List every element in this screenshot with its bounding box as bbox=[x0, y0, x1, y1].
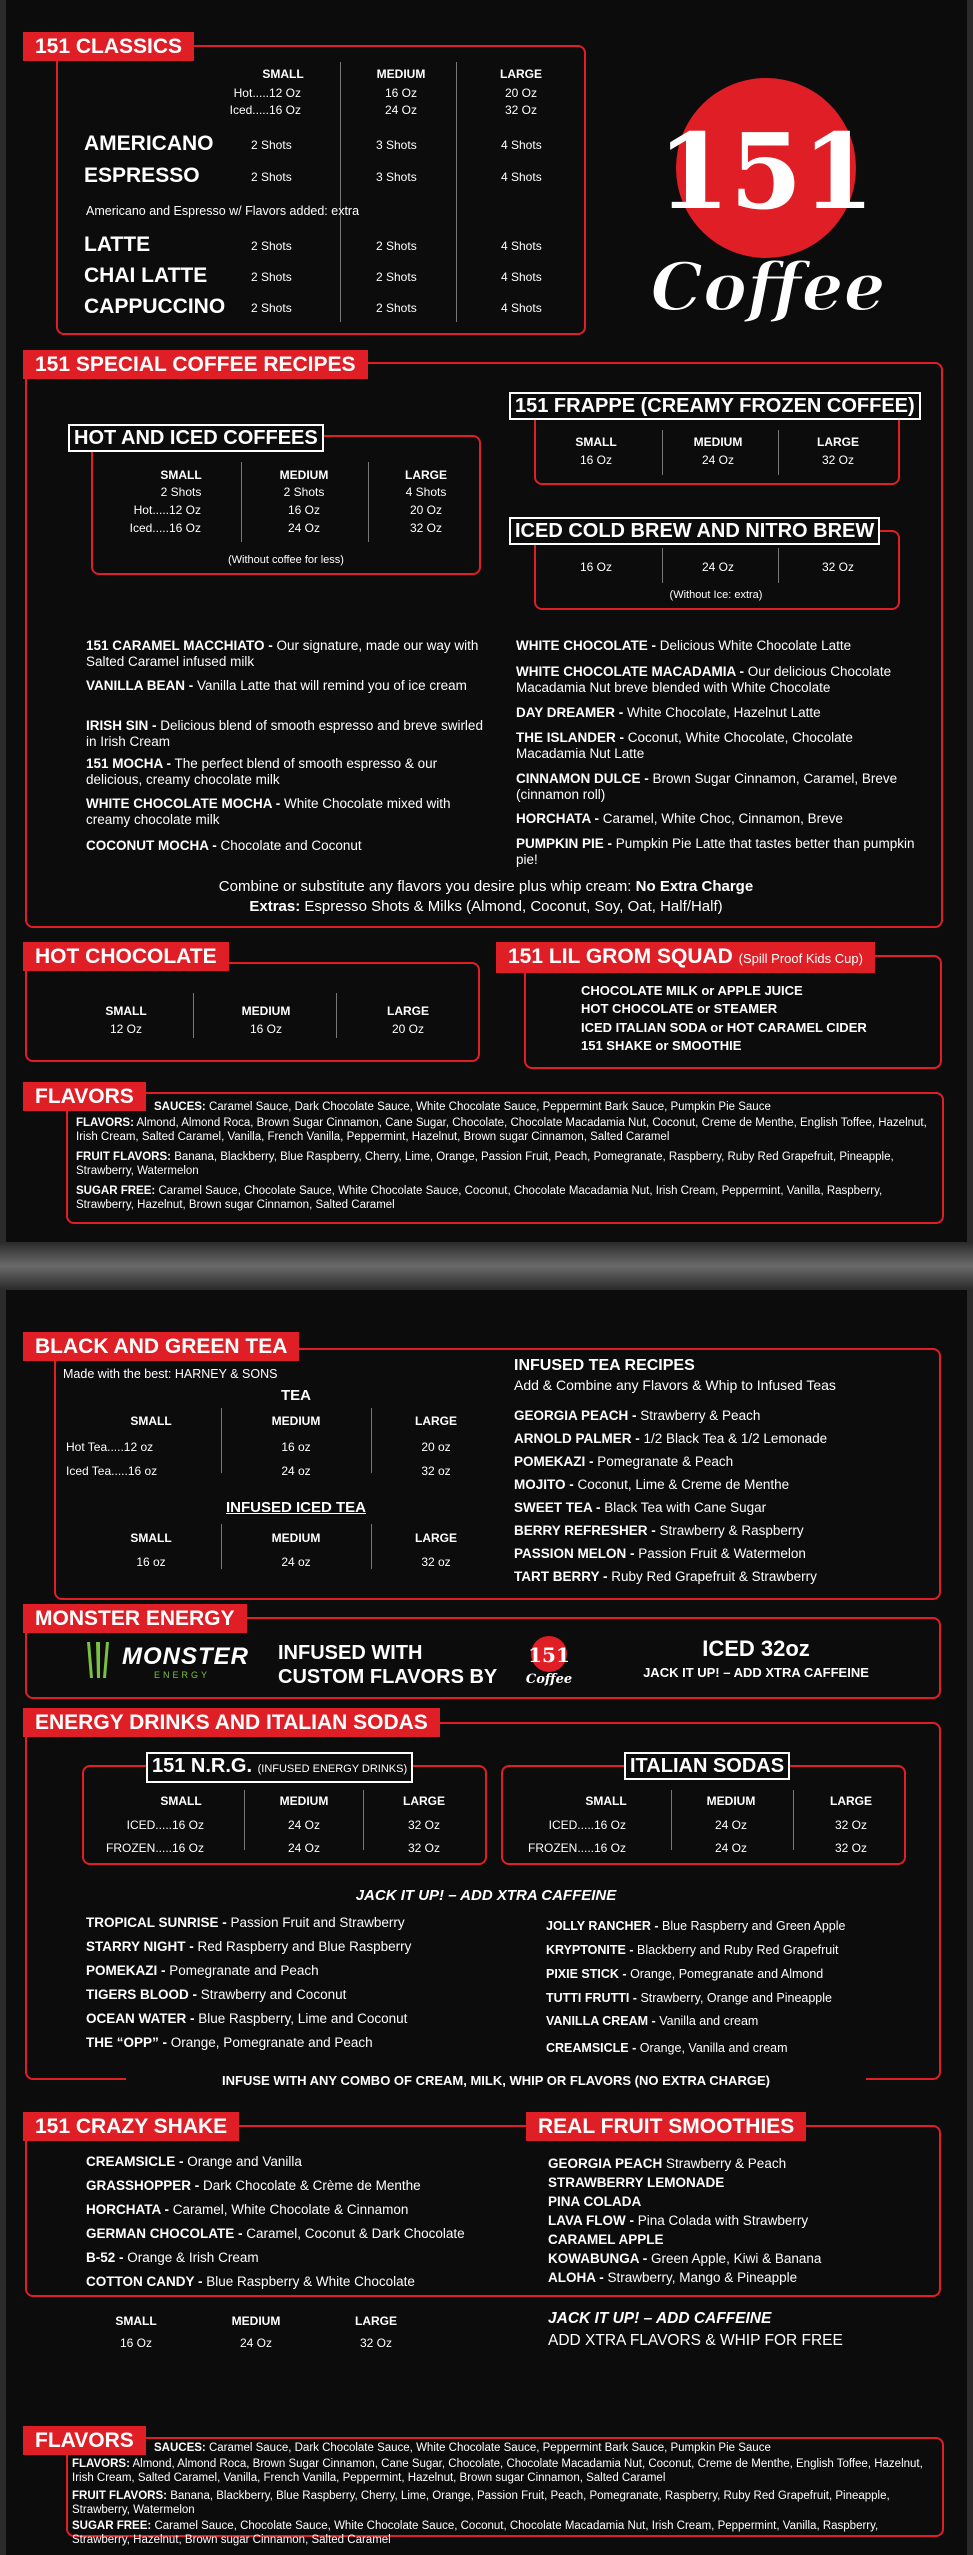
infused-value: 24 oz bbox=[281, 1555, 311, 1569]
monster-iced: ICED 32oz bbox=[702, 1636, 810, 1661]
divider bbox=[662, 548, 663, 583]
frappe-title: 151 FRAPPE (CREAMY FROZEN COFFEE) bbox=[509, 392, 921, 420]
smoothie-item: LAVA FLOW - Pina Colada with Strawberry bbox=[548, 2213, 809, 2228]
size-medium: MEDIUM bbox=[693, 435, 743, 449]
size-small: SMALL bbox=[115, 2314, 157, 2328]
item-chai-latte: CHAI LATTE bbox=[84, 264, 208, 287]
item-value: 2 Shots bbox=[376, 239, 417, 253]
cold-brew-value: 16 Oz bbox=[579, 560, 612, 574]
iced-label: Iced.....16 Oz bbox=[229, 103, 301, 117]
item-value: 3 Shots bbox=[376, 170, 417, 184]
energy-item: THE “OPP” - Orange, Pomegranate and Peach bbox=[86, 2035, 373, 2050]
size-large: LARGE bbox=[415, 1531, 457, 1545]
frappe-value: 16 Oz bbox=[579, 453, 612, 467]
size-large: LARGE bbox=[355, 2314, 397, 2328]
sugar-free-line: SUGAR FREE: Caramel Sauce, Chocolate Sauce, White Chocolate Sauce, Coconut, Chocolate Macadamia Nut, Irish Cream, Peppermint, Vanilla, Raspberry, Strawberry, Hazelnut, Brown sugar Cinnamon, Salted Caramel bbox=[76, 1185, 883, 1211]
size-medium: MEDIUM bbox=[231, 2314, 281, 2328]
cold-brew-value: 32 Oz bbox=[821, 560, 854, 574]
hot-iced-title: HOT AND ICED COFFEES bbox=[68, 424, 324, 452]
monster-title: MONSTER ENERGY bbox=[23, 1604, 247, 1633]
item-value: 2 Shots bbox=[376, 301, 417, 315]
iced-label: Iced.....16 Oz bbox=[129, 521, 201, 535]
flavors-line: FLAVORS: Almond, Almond Roca, Brown Sugar Cinnamon, Cane Sugar, Chocolate, Chocolate Macadamia Nut, Coconut, Creme de Menthe, English Toffee, Hazelnut, Irish Cream, Salted Caramel, Vanilla, French Vanilla, Peppermint, Hazelnut, Brown sugar Cinnamon, Salted Caramel bbox=[76, 1117, 927, 1143]
divider bbox=[662, 430, 663, 475]
shake-value: 32 Oz bbox=[359, 2336, 392, 2350]
hot-tea-label: Hot Tea.....12 oz bbox=[66, 1440, 154, 1454]
fruit-flavors-line: FRUIT FLAVORS: Banana, Blackberry, Blue Raspberry, Cherry, Lime, Orange, Passion Fruit, Peach, Pomegranate, Raspberry, Ruby Red Grapefruit, Pineapple, Strawberry, Watermelon bbox=[76, 1151, 894, 1177]
nrg-value: 24 Oz bbox=[287, 1818, 320, 1832]
hot-large: 20 Oz bbox=[504, 86, 537, 100]
page-separator bbox=[0, 1242, 973, 1290]
menu-page-2 bbox=[6, 1290, 967, 2555]
hot-value: 20 Oz bbox=[409, 503, 442, 517]
size-small: SMALL bbox=[130, 1414, 172, 1428]
soda-value: 32 Oz bbox=[834, 1818, 867, 1832]
size-medium: MEDIUM bbox=[271, 1531, 321, 1545]
recipe-item: IRISH SIN - Delicious blend of smooth espresso and breve swirled in Irish Cream bbox=[86, 718, 483, 749]
kids-item: HOT CHOCOLATE or STEAMER bbox=[581, 1001, 778, 1016]
energy-item: VANILLA CREAM - Vanilla and cream bbox=[546, 2014, 759, 2028]
size-small: SMALL bbox=[262, 67, 304, 81]
shake-item: GRASSHOPPER - Dark Chocolate & Crème de Menthe bbox=[86, 2178, 421, 2193]
special-title: 151 SPECIAL COFFEE RECIPES bbox=[23, 350, 368, 379]
iced-tea-label: Iced Tea.....16 oz bbox=[66, 1464, 158, 1478]
recipe-item: WHITE CHOCOLATE - Delicious White Chocolate Latte bbox=[516, 638, 852, 653]
item-value: 4 Shots bbox=[501, 301, 542, 315]
smoothie-item: PINA COLADA bbox=[548, 2194, 642, 2209]
small-logo-number: 151 bbox=[528, 1643, 570, 1667]
logo-word: Coffee bbox=[650, 248, 886, 326]
recipe-item: HORCHATA - Caramel, White Choc, Cinnamon, Breve bbox=[516, 811, 843, 826]
soda-value: 24 Oz bbox=[714, 1818, 747, 1832]
divider bbox=[371, 1408, 372, 1473]
smoothie-item: GEORGIA PEACH Strawberry & Peach bbox=[548, 2156, 787, 2171]
divider bbox=[456, 62, 457, 322]
smoothie-item: ALOHA - Strawberry, Mango & Pineapple bbox=[548, 2270, 798, 2285]
classics-title: 151 CLASSICS bbox=[23, 32, 194, 61]
hot-chocolate-value: 20 Oz bbox=[391, 1022, 424, 1036]
size-large: LARGE bbox=[387, 1004, 429, 1018]
size-medium: MEDIUM bbox=[279, 1794, 329, 1808]
recipes-title: INFUSED TEA RECIPES bbox=[514, 1357, 695, 1374]
tea-recipe: POMEKAZI - Pomegranate & Peach bbox=[514, 1454, 734, 1469]
frappe-value: 32 Oz bbox=[821, 453, 854, 467]
flavor-note: Americano and Espresso w/ Flavors added: extra bbox=[86, 204, 360, 218]
size-small: SMALL bbox=[160, 468, 202, 482]
size-large: LARGE bbox=[403, 1794, 445, 1808]
infuse-note: INFUSE WITH ANY COMBO OF CREAM, MILK, WHIP OR FLAVORS (NO EXTRA CHARGE) bbox=[126, 2073, 866, 2089]
energy-item: KRYPTONITE - Blackberry and Ruby Red Grapefruit bbox=[546, 1943, 839, 1957]
kids-item: 151 SHAKE or SMOOTHIE bbox=[581, 1038, 742, 1053]
smoothie-item: CARAMEL APPLE bbox=[548, 2232, 664, 2247]
tea-title: BLACK AND GREEN TEA bbox=[23, 1332, 299, 1361]
energy-title: ENERGY DRINKS AND ITALIAN SODAS bbox=[23, 1708, 440, 1737]
divider bbox=[778, 430, 779, 475]
monster-brand: MONSTER bbox=[122, 1643, 249, 1670]
recipe-item: 151 MOCHA - The perfect blend of smooth espresso & our delicious, creamy chocolate milk bbox=[86, 756, 438, 787]
kids-title: 151 LIL GROM SQUAD (Spill Proof Kids Cup) bbox=[496, 942, 875, 973]
tea-recipe: PASSION MELON - Passion Fruit & Watermelon bbox=[514, 1546, 806, 1561]
item-value: 2 Shots bbox=[251, 301, 292, 315]
shake-value: 24 Oz bbox=[239, 2336, 272, 2350]
cold-brew-title: ICED COLD BREW AND NITRO BREW bbox=[509, 517, 880, 545]
divider bbox=[363, 1790, 364, 1850]
iced-value: 24 Oz bbox=[287, 521, 320, 535]
coffee-logo bbox=[646, 70, 886, 330]
energy-item: OCEAN WATER - Blue Raspberry, Lime and Coconut bbox=[86, 2011, 408, 2026]
menu-page-1 bbox=[6, 0, 967, 1242]
iced-large: 32 Oz bbox=[504, 103, 537, 117]
tea-value: 24 oz bbox=[281, 1464, 311, 1478]
recipe-item: WHITE CHOCOLATE MACADAMIA - Our delicious Chocolate Macadamia Nut breve blended with White Chocolate bbox=[516, 664, 892, 695]
size-large: LARGE bbox=[830, 1794, 872, 1808]
energy-item: STARRY NIGHT - Red Raspberry and Blue Raspberry bbox=[86, 1939, 412, 1954]
kids-item: CHOCOLATE MILK or APPLE JUICE bbox=[581, 983, 803, 998]
shake-item: COTTON CANDY - Blue Raspberry & White Chocolate bbox=[86, 2274, 415, 2289]
item-cappuccino: CAPPUCCINO bbox=[84, 295, 226, 318]
hot-chocolate-value: 16 Oz bbox=[249, 1022, 282, 1036]
energy-item: PIXIE STICK - Orange, Pomegranate and Almond bbox=[546, 1967, 824, 1981]
hot-medium: 16 Oz bbox=[384, 86, 417, 100]
shake-item: GERMAN CHOCOLATE - Caramel, Coconut & Dark Chocolate bbox=[86, 2226, 465, 2241]
infused-value: 16 oz bbox=[136, 1555, 166, 1569]
tea-recipe: ARNOLD PALMER - 1/2 Black Tea & 1/2 Lemonade bbox=[514, 1431, 828, 1446]
shots-value: 4 Shots bbox=[405, 485, 447, 499]
smoothie-jack: JACK IT UP! – ADD CAFFEINE bbox=[548, 2310, 772, 2327]
flavors2-title: FLAVORS bbox=[23, 2426, 146, 2455]
infused-heading: INFUSED ICED TEA bbox=[225, 1499, 366, 1516]
tea-value: 32 oz bbox=[421, 1464, 451, 1478]
divider bbox=[368, 462, 369, 542]
shots-value: 2 Shots bbox=[160, 485, 202, 499]
size-medium: MEDIUM bbox=[271, 1414, 321, 1428]
divider bbox=[671, 1790, 672, 1850]
shake-value: 16 Oz bbox=[119, 2336, 152, 2350]
recipe-item: 151 CARAMEL MACCHIATO - Our signature, made our way with Salted Caramel infused milk bbox=[86, 638, 479, 669]
size-medium: MEDIUM bbox=[241, 1004, 291, 1018]
size-small: SMALL bbox=[575, 435, 617, 449]
item-value: 2 Shots bbox=[376, 270, 417, 284]
energy-item: TIGERS BLOOD - Strawberry and Coconut bbox=[86, 1987, 347, 2002]
shots-value: 2 Shots bbox=[283, 485, 325, 499]
size-large: LARGE bbox=[817, 435, 859, 449]
infused-value: 32 oz bbox=[421, 1555, 451, 1569]
made-with: Made with the best: HARNEY & SONS bbox=[63, 1367, 278, 1381]
size-small: SMALL bbox=[585, 1794, 627, 1808]
sauces-line: SAUCES: Caramel Sauce, Dark Chocolate Sauce, White Chocolate Sauce, Peppermint Bark Sauce, Pumpkin Pie Sauce bbox=[154, 1101, 771, 1113]
divider bbox=[793, 1790, 794, 1850]
recipe-item: VANILLA BEAN - Vanilla Latte that will remind you of ice cream bbox=[86, 678, 467, 693]
nrg-value: 32 Oz bbox=[407, 1841, 440, 1855]
divider bbox=[778, 548, 779, 583]
item-value: 4 Shots bbox=[501, 239, 542, 253]
recipe-item: COCONUT MOCHA - Chocolate and Coconut bbox=[86, 838, 362, 853]
monster-infused: INFUSED WITH bbox=[278, 1642, 423, 1664]
size-medium: MEDIUM bbox=[279, 468, 329, 482]
sauces-line: SAUCES: Caramel Sauce, Dark Chocolate Sauce, White Chocolate Sauce, Peppermint Bark Sauce, Pumpkin Pie Sauce bbox=[154, 2442, 771, 2454]
size-large: LARGE bbox=[405, 468, 447, 482]
recipe-item: PUMPKIN PIE - Pumpkin Pie Latte that tastes better than pumpkin pie! bbox=[516, 836, 915, 867]
small-coffee-logo bbox=[524, 1634, 574, 1686]
size-large: LARGE bbox=[500, 67, 542, 81]
iced-label: ICED.....16 Oz bbox=[126, 1818, 204, 1832]
recipe-item: CINNAMON DULCE - Brown Sugar Cinnamon, Caramel, Breve (cinnamon roll) bbox=[516, 771, 898, 802]
tea-value: 16 oz bbox=[281, 1440, 311, 1454]
item-value: 4 Shots bbox=[501, 270, 542, 284]
energy-item: TUTTI FRUTTI - Strawberry, Orange and Pineapple bbox=[546, 1991, 832, 2005]
hot-chocolate-value: 12 Oz bbox=[109, 1022, 142, 1036]
soda-value: 24 Oz bbox=[714, 1841, 747, 1855]
size-medium: MEDIUM bbox=[376, 67, 426, 81]
smoothie-item: KOWABUNGA - Green Apple, Kiwi & Banana bbox=[548, 2251, 822, 2266]
divider bbox=[340, 62, 341, 322]
monster-brand-sub: ENERGY bbox=[154, 1670, 211, 1680]
recipe-item: THE ISLANDER - Coconut, White Chocolate, Chocolate Macadamia Nut Latte bbox=[516, 730, 853, 761]
item-value: 4 Shots bbox=[501, 170, 542, 184]
cold-brew-note: (Without Ice: extra) bbox=[669, 589, 763, 601]
tea-recipe: TART BERRY - Ruby Red Grapefruit & Strawberry bbox=[514, 1569, 817, 1584]
tea-recipe: MOJITO - Coconut, Lime & Creme de Menthe bbox=[514, 1477, 790, 1492]
item-value: 2 Shots bbox=[251, 270, 292, 284]
item-latte: LATTE bbox=[84, 233, 151, 256]
soda-title: ITALIAN SODAS bbox=[624, 1752, 790, 1780]
shake-item: HORCHATA - Caramel, White Chocolate & Cinnamon bbox=[86, 2202, 409, 2217]
energy-item: TROPICAL SUNRISE - Passion Fruit and Strawberry bbox=[86, 1915, 405, 1930]
sugar-free-line: SUGAR FREE: Caramel Sauce, Chocolate Sauce, White Chocolate Sauce, Coconut, Chocolate Macadamia Nut, Irish Cream, Peppermint, Vanilla, Raspberry, Strawberry, Hazelnut, Brown sugar Cinnamon, Salted Caramel bbox=[72, 2520, 879, 2546]
size-large: LARGE bbox=[415, 1414, 457, 1428]
recipe-item: DAY DREAMER - White Chocolate, Hazelnut Latte bbox=[516, 705, 821, 720]
tea-value: 20 oz bbox=[421, 1440, 451, 1454]
soda-value: 32 Oz bbox=[834, 1841, 867, 1855]
recipe-item: WHITE CHOCOLATE MOCHA - White Chocolate mixed with creamy chocolate milk bbox=[86, 796, 451, 827]
flavors-title: FLAVORS bbox=[23, 1082, 146, 1111]
divider bbox=[241, 462, 242, 542]
frozen-label: FROZEN.....16 Oz bbox=[527, 1841, 626, 1855]
shake-item: B-52 - Orange & Irish Cream bbox=[86, 2250, 259, 2265]
size-small: SMALL bbox=[130, 1531, 172, 1545]
size-small: SMALL bbox=[105, 1004, 147, 1018]
small-logo-word: Coffee bbox=[525, 1672, 573, 1686]
iced-medium: 24 Oz bbox=[384, 103, 417, 117]
tea-recipe: GEORGIA PEACH - Strawberry & Peach bbox=[514, 1408, 761, 1423]
hot-label: Hot.....12 Oz bbox=[233, 86, 301, 100]
tea-recipe: SWEET TEA - Black Tea with Cane Sugar bbox=[514, 1500, 767, 1515]
divider bbox=[244, 1790, 245, 1850]
smoothie-title: REAL FRUIT SMOOTHIES bbox=[526, 2112, 806, 2141]
smoothie-add: ADD XTRA FLAVORS & WHIP FOR FREE bbox=[548, 2332, 843, 2349]
tea-heading: TEA bbox=[281, 1387, 311, 1404]
iced-label: ICED.....16 Oz bbox=[548, 1818, 626, 1832]
energy-item: JOLLY RANCHER - Blue Raspberry and Green Apple bbox=[546, 1919, 846, 1933]
cold-brew-value: 24 Oz bbox=[701, 560, 734, 574]
item-value: 4 Shots bbox=[501, 138, 542, 152]
fruit-flavors-line: FRUIT FLAVORS: Banana, Blackberry, Blue Raspberry, Cherry, Lime, Orange, Passion Fruit, Peach, Pomegranate, Raspberry, Ruby Red Grapefruit, Pineapple, Strawberry, Watermelon bbox=[72, 2490, 890, 2516]
smoothie-item: STRAWBERRY LEMONADE bbox=[548, 2175, 725, 2190]
item-value: 2 Shots bbox=[251, 138, 292, 152]
item-value: 2 Shots bbox=[251, 239, 292, 253]
item-espresso: ESPRESSO bbox=[84, 164, 200, 187]
nrg-title: 151 N.R.G. (INFUSED ENERGY DRINKS) bbox=[146, 1752, 413, 1783]
frappe-value: 24 Oz bbox=[701, 453, 734, 467]
divider bbox=[221, 1408, 222, 1473]
size-medium: MEDIUM bbox=[706, 1794, 756, 1808]
flavors-line: FLAVORS: Almond, Almond Roca, Brown Sugar Cinnamon, Cane Sugar, Chocolate, Chocolate Macadamia Nut, Coconut, Creme de Menthe, English Toffee, Hazelnut, Irish Cream, Salted Caramel, Vanilla, French Vanilla, Peppermint, Hazelnut, Brown sugar Cinnamon, Salted Caramel bbox=[72, 2458, 923, 2484]
iced-value: 32 Oz bbox=[409, 521, 442, 535]
item-value: 3 Shots bbox=[376, 138, 417, 152]
monster-claw-icon bbox=[82, 1640, 114, 1680]
nrg-value: 32 Oz bbox=[407, 1818, 440, 1832]
hot-label: Hot.....12 Oz bbox=[133, 503, 201, 517]
divider bbox=[193, 993, 194, 1038]
frozen-label: FROZEN.....16 Oz bbox=[105, 1841, 204, 1855]
hot-value: 16 Oz bbox=[287, 503, 320, 517]
kids-item: ICED ITALIAN SODA or HOT CARAMEL CIDER bbox=[581, 1020, 867, 1035]
item-americano: AMERICANO bbox=[84, 132, 214, 155]
recipes-sub: Add & Combine any Flavors & Whip to Infused Teas bbox=[514, 1377, 836, 1393]
divider bbox=[336, 993, 337, 1038]
divider bbox=[221, 1524, 222, 1569]
hot-iced-note: (Without coffee for less) bbox=[228, 554, 344, 566]
hot-chocolate-title: HOT CHOCOLATE bbox=[23, 942, 229, 971]
monster-jack: JACK IT UP! – ADD XTRA CAFFEINE bbox=[643, 1665, 869, 1680]
monster-custom: CUSTOM FLAVORS BY bbox=[278, 1666, 498, 1688]
extras-line: Extras: Espresso Shots & Milks (Almond, Coconut, Soy, Oat, Half/Half) bbox=[249, 898, 723, 915]
energy-jack: JACK IT UP! – ADD XTRA CAFFEINE bbox=[355, 1887, 617, 1904]
item-value: 2 Shots bbox=[251, 170, 292, 184]
size-small: SMALL bbox=[160, 1794, 202, 1808]
combine-line: Combine or substitute any flavors you desire plus whip cream: No Extra Charge bbox=[218, 878, 754, 895]
energy-item: POMEKAZI - Pomegranate and Peach bbox=[86, 1963, 319, 1978]
shake-title: 151 CRAZY SHAKE bbox=[23, 2112, 239, 2141]
energy-item: CREAMSICLE - Orange, Vanilla and cream bbox=[546, 2041, 788, 2055]
logo-number: 151 bbox=[657, 110, 875, 233]
nrg-value: 24 Oz bbox=[287, 1841, 320, 1855]
shake-item: CREAMSICLE - Orange and Vanilla bbox=[86, 2154, 302, 2169]
divider bbox=[371, 1524, 372, 1569]
tea-recipe: BERRY REFRESHER - Strawberry & Raspberry bbox=[514, 1523, 804, 1538]
